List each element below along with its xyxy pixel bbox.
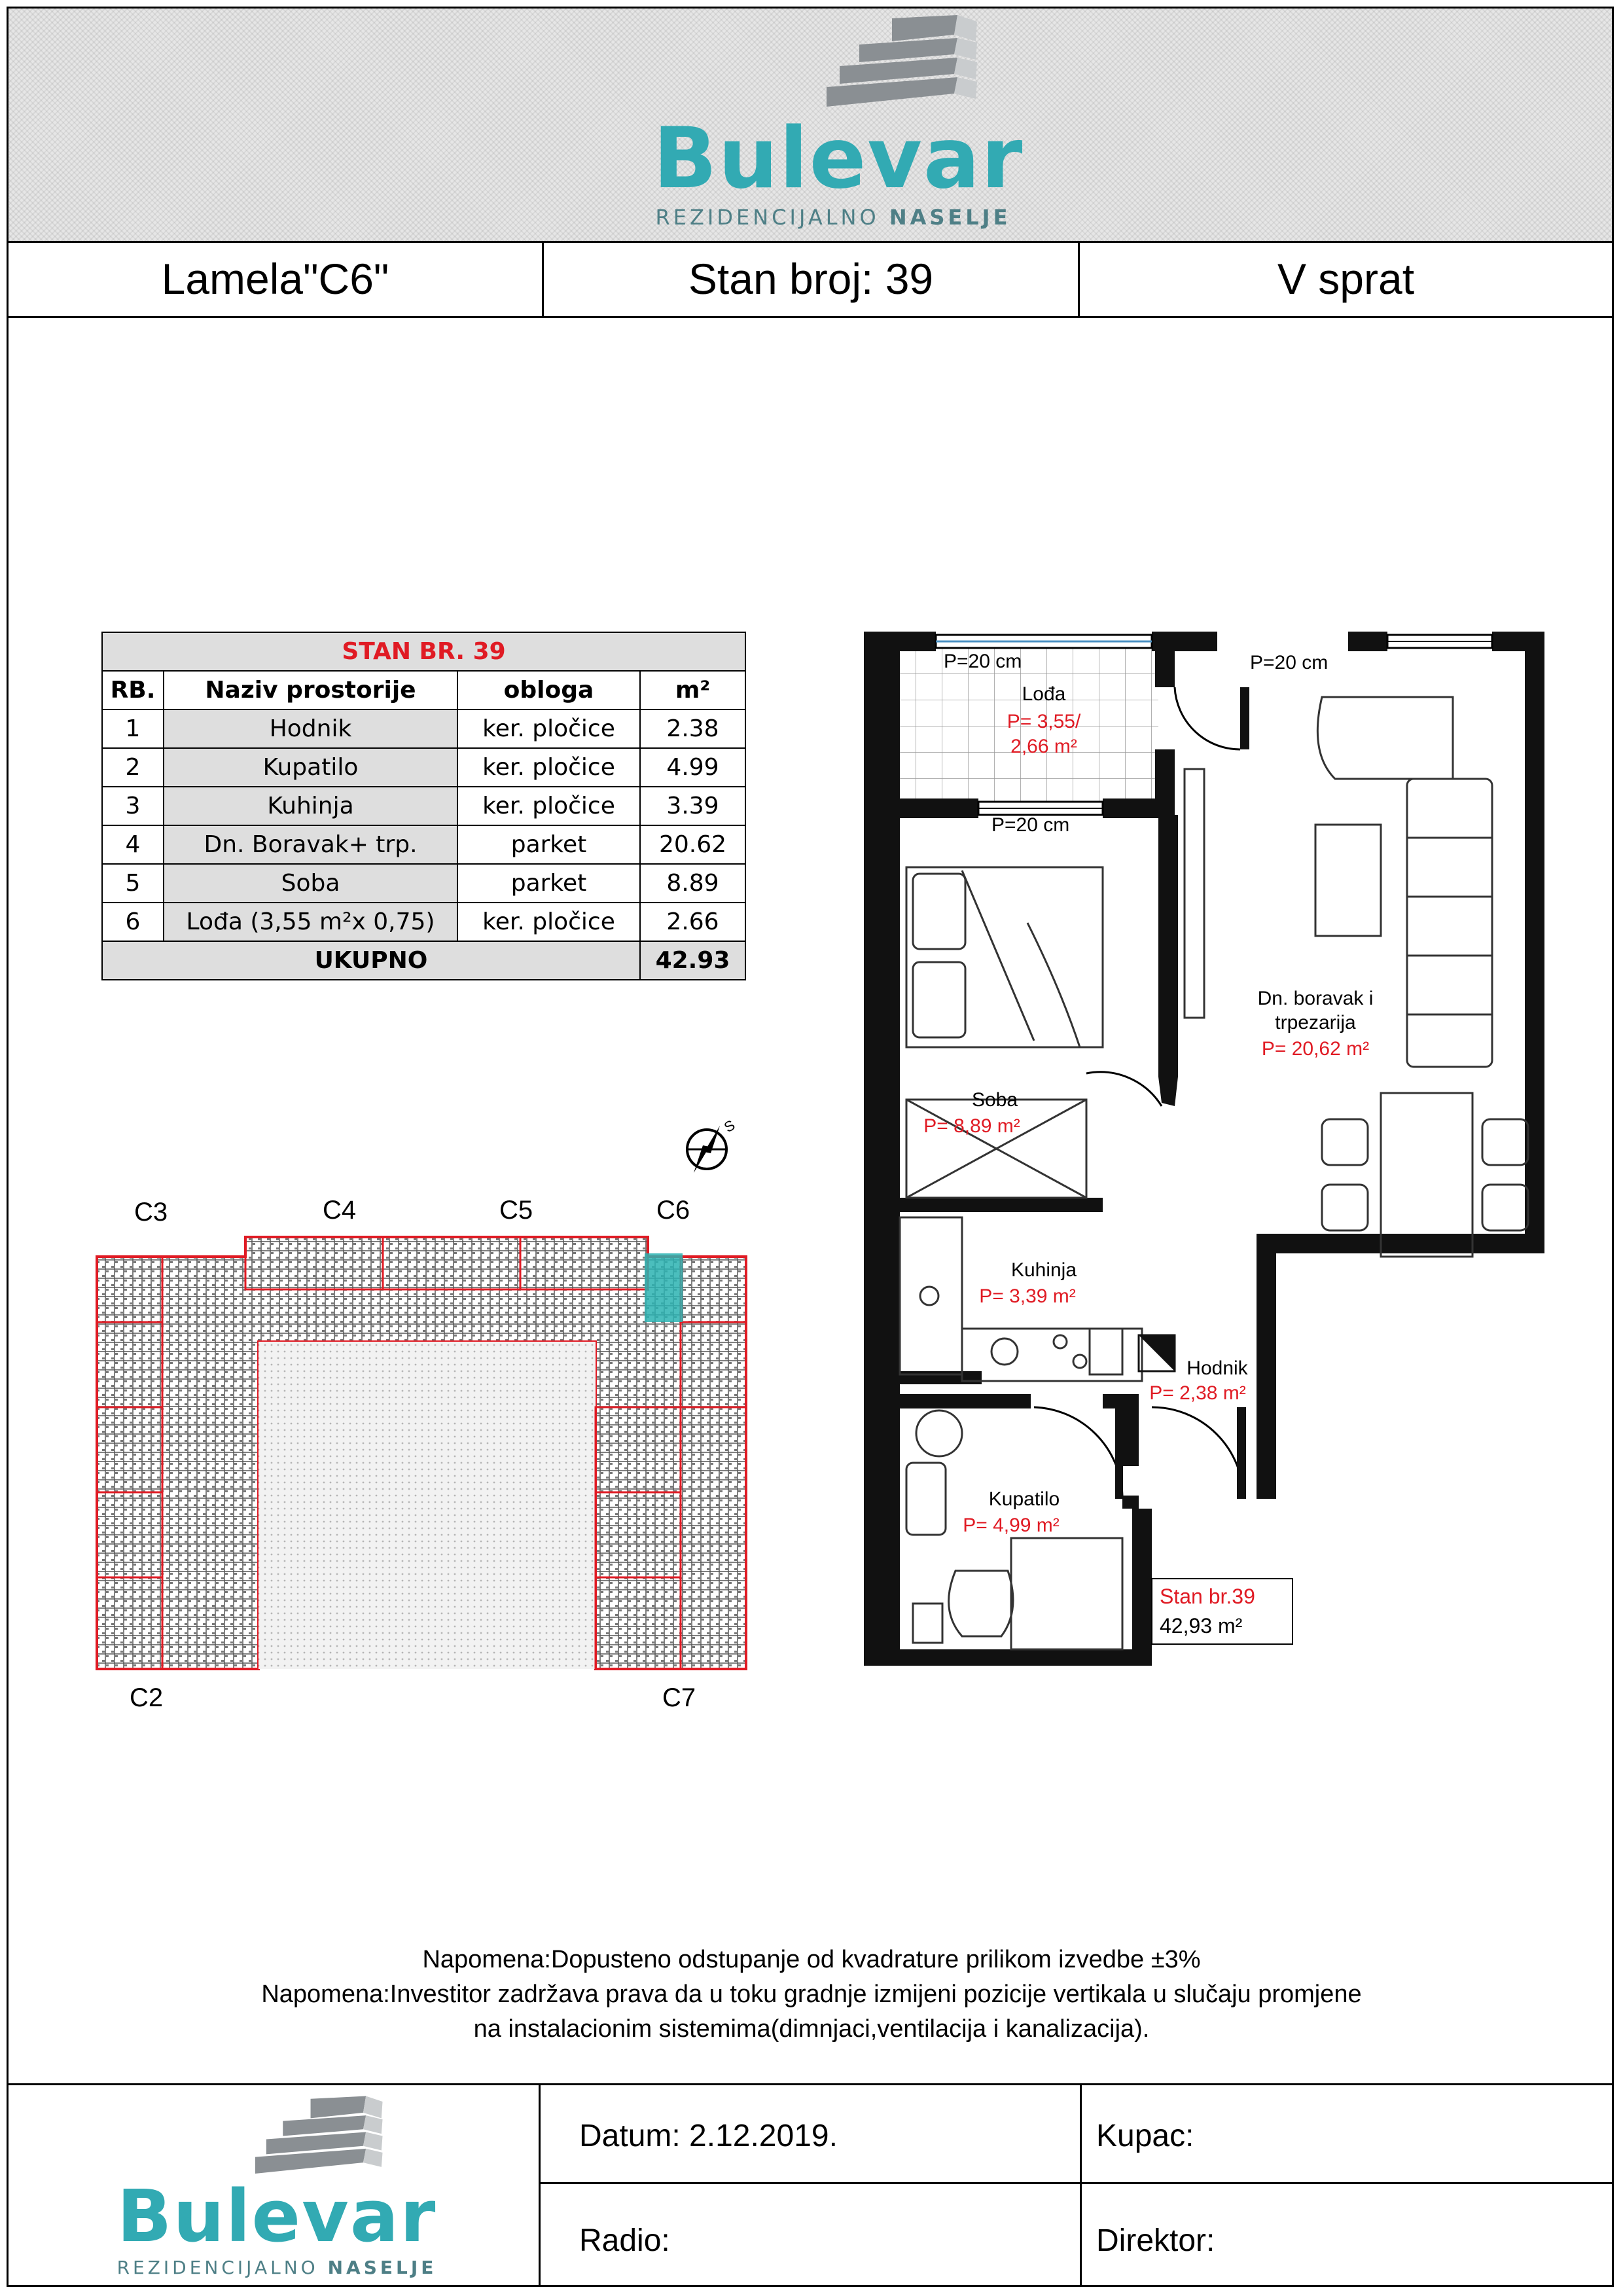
compass-icon [681, 1113, 753, 1178]
table-row [102, 787, 745, 825]
room-name-kupatilo: Kupatilo [988, 1488, 1060, 1510]
header-band [9, 9, 1612, 243]
room-name-loda: Lođa [1022, 683, 1066, 705]
room-name-boravak: Dn. boravak i [1257, 988, 1374, 1009]
room-area-kupatilo: P= 4,99 m² [963, 1515, 1060, 1536]
table-cell: 2 [102, 748, 164, 787]
stan-summary-area: 42,93 m² [1160, 1614, 1243, 1638]
table-cell: Soba [164, 864, 457, 903]
table-cell: Kupatilo [164, 748, 457, 787]
site-plan [92, 1191, 759, 1676]
site-label-c5: C5 [499, 1196, 533, 1225]
table-cell: 5 [102, 864, 164, 903]
note-line: Napomena:Dopusteno odstupanje od kvadrature prilikom izvedbe ±3% [422, 1946, 1201, 1973]
logo-subtitle [113, 2257, 440, 2278]
logo-subtitle-2: NASELJE [889, 205, 1011, 230]
table-cell: 1 [102, 709, 164, 748]
site-label-c4: C4 [323, 1196, 357, 1225]
building-logo-icon [813, 15, 984, 113]
lamela-label: Lamela"C6" [161, 254, 389, 303]
table-cell: 4 [102, 825, 164, 864]
note-line: Napomena:Investitor zadržava prava da u toku gradnje izmijeni pozicije vertikala u slučaju promjene [261, 1981, 1362, 2008]
room-area-loda: P= 3,55/ [1007, 711, 1081, 732]
table-cell: ker. pločice [457, 709, 640, 748]
footer [9, 2083, 1612, 2287]
logo-wordmark: Bulevar [653, 110, 1024, 207]
total-label: UKUPNO [102, 941, 640, 980]
room-area-hodnik: P= 2,38 m² [1149, 1382, 1246, 1404]
window-label: P=20 cm [991, 814, 1070, 836]
table-cell: parket [457, 825, 640, 864]
table-row [102, 903, 745, 941]
room-area-loda: 2,66 m² [1010, 736, 1077, 757]
table-cell: 3 [102, 787, 164, 825]
table-header: obloga [457, 671, 640, 709]
table-header: Naziv prostorije [164, 671, 457, 709]
logo-subtitle [653, 205, 1013, 230]
table-header: RB. [102, 671, 164, 709]
table-cell: 2.66 [640, 903, 745, 941]
total-value: 42.93 [640, 941, 745, 980]
site-label-c6: C6 [656, 1196, 690, 1225]
table-cell: ker. pločice [457, 748, 640, 787]
table-row [102, 825, 745, 864]
rooms-table [101, 632, 746, 980]
table-row [102, 748, 745, 787]
logo-subtitle-1: REZIDENCIJALNO [655, 205, 880, 230]
table-cell: Hodnik [164, 709, 457, 748]
table-cell: 8.89 [640, 864, 745, 903]
room-name-hodnik: Hodnik [1186, 1357, 1248, 1379]
room-name-kuhinja: Kuhinja [1010, 1259, 1077, 1281]
footer-divider [541, 2182, 1612, 2184]
room-area-soba: P= 8,89 m² [923, 1115, 1020, 1137]
window-label: P=20 cm [1250, 652, 1329, 673]
datum-field: Datum: 2.12.2019. [579, 2119, 838, 2153]
direktor-field: Direktor: [1096, 2223, 1215, 2258]
table-row [102, 864, 745, 903]
table-cell: 4.99 [640, 748, 745, 787]
table-cell: parket [457, 864, 640, 903]
room-area-boravak: P= 20,62 m² [1261, 1038, 1370, 1060]
kupac-field: Kupac: [1096, 2119, 1194, 2153]
stan-number: Stan broj: 39 [688, 254, 934, 303]
table-cell: Lođa (3,55 m²x 0,75) [164, 903, 457, 941]
site-label-c3: C3 [134, 1198, 168, 1227]
room-name-soba: Soba [971, 1089, 1018, 1111]
site-highlight-c6 [645, 1253, 683, 1322]
floor-label: V sprat [1277, 254, 1415, 303]
table-cell: 20.62 [640, 825, 745, 864]
table-cell: Kuhinja [164, 787, 457, 825]
table-total-row [102, 941, 745, 980]
site-label-c2: C2 [130, 1683, 164, 1712]
logo-subtitle-2: NASELJE [327, 2257, 437, 2278]
site-label-c7: C7 [662, 1683, 696, 1712]
footer-divider [539, 2085, 541, 2287]
table-title: STAN BR. 39 [102, 632, 745, 671]
room-area-kuhinja: P= 3,39 m² [979, 1285, 1076, 1307]
room-name-boravak: trpezarija [1275, 1012, 1356, 1033]
floor-plan [864, 622, 1584, 1682]
title-row [9, 241, 1612, 318]
table-cell: 3.39 [640, 787, 745, 825]
table-cell: 6 [102, 903, 164, 941]
radio-field: Radio: [579, 2223, 670, 2258]
table-header: m² [640, 671, 745, 709]
building-logo-icon [244, 2095, 388, 2180]
logo-subtitle-1: REZIDENCIJALNO [116, 2257, 319, 2278]
note-line: na instalacionim sistemima(dimnjaci,ventilacija i kanalizacija). [473, 2015, 1150, 2043]
logo-wordmark: Bulevar [116, 2174, 437, 2258]
table-cell: ker. pločice [457, 903, 640, 941]
table-cell: ker. pločice [457, 787, 640, 825]
table-cell: Dn. Boravak+ trp. [164, 825, 457, 864]
stan-summary-title: Stan br.39 [1160, 1585, 1255, 1608]
table-cell: 2.38 [640, 709, 745, 748]
window-label: P=20 cm [944, 651, 1022, 672]
table-row [102, 709, 745, 748]
footer-divider [1080, 2085, 1082, 2287]
compass-letter: S [721, 1117, 738, 1136]
